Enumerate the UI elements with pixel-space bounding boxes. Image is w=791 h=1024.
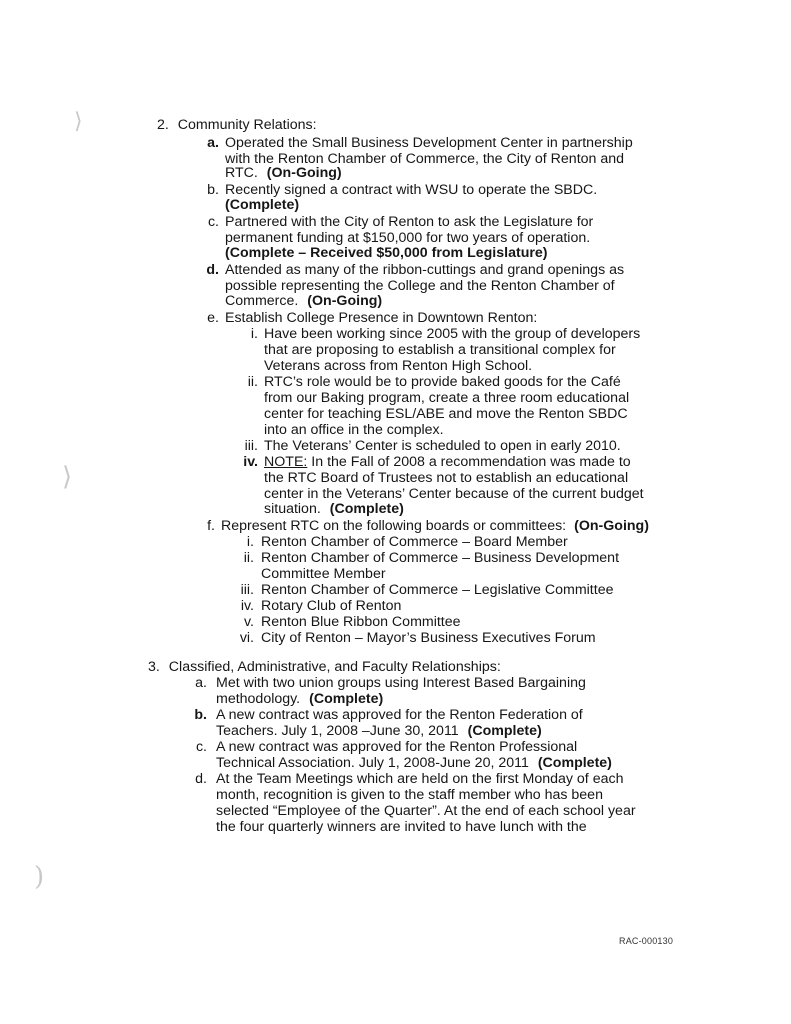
section-2-title: Community Relations: [177, 117, 317, 133]
subitem-marker: iii. [244, 438, 258, 454]
status-label: (Complete) [309, 691, 384, 707]
committee-item: Rotary Club of Renton [261, 598, 402, 614]
committee-item: Renton Chamber of Commerce – Board Member [261, 534, 568, 550]
item-2e-title: Establish College Presence in Downtown Renton: [225, 310, 538, 326]
subitem-marker: ii. [243, 550, 254, 566]
item-marker: c. [195, 739, 207, 755]
item-marker: b. [207, 182, 219, 198]
item-marker: d. [206, 262, 219, 278]
item-2a-line: RTC. [225, 165, 258, 181]
subitem-line: center in the Veterans’ Center because of the current budget [264, 486, 644, 502]
item-2d-line: Commerce. [225, 293, 299, 309]
item-3b-line: Teachers. July 1, 2008 –June 30, 2011 [216, 723, 459, 739]
section-3-heading [148, 660, 501, 676]
status-label: (Complete) [225, 197, 300, 213]
committee-item: Committee Member [261, 566, 386, 582]
item-3a-line: methodology. [216, 691, 301, 707]
item-marker: a. [207, 135, 219, 151]
item-3d-line: the four quarterly winners are invited to have lunch with the [216, 819, 587, 835]
subitem-marker: ii. [247, 374, 258, 390]
committee-item: Renton Blue Ribbon Committee [261, 614, 461, 630]
subitem-line: Veterans across from Renton High School. [264, 358, 533, 374]
subitem-line: RTC’s role would be to provide baked goods for the Café [264, 374, 621, 390]
item-3d-line: At the Team Meetings which are held on the first Monday of each [216, 771, 624, 787]
subitem-line: from our Baking program, create a three room educational [264, 390, 630, 406]
scan-mark: ⟩ [62, 462, 73, 492]
scan-mark: ) [34, 862, 45, 892]
item-2c-line: Partnered with the City of Renton to ask the Legislature for [225, 214, 594, 230]
status-label: (On-Going) [574, 518, 649, 534]
status-label: (Complete) [537, 755, 612, 771]
status-label: (Complete) [329, 501, 404, 517]
subitem-marker: i. [246, 534, 254, 550]
subitem-marker: iii. [240, 582, 254, 598]
committee-item: Renton Chamber of Commerce – Business Development [261, 550, 620, 566]
item-2f-title: Represent RTC on the following boards or committees: [221, 518, 567, 534]
subitem-line: into an office in the complex. [264, 422, 444, 438]
committee-item: City of Renton – Mayor’s Business Executives Forum [261, 630, 596, 646]
item-marker: c. [207, 214, 219, 230]
section-2-number: 2. [157, 117, 169, 133]
section-3-number: 3. [148, 659, 160, 675]
item-3b-line: A new contract was approved for the Renton Federation of [216, 707, 583, 723]
bates-number: RAC-000130 [619, 936, 674, 946]
subitem-marker: iv. [243, 454, 258, 470]
subitem-line: In the Fall of 2008 a recommendation was made to [307, 454, 631, 470]
status-label: (Complete – Received $50,000 from Legislature) [225, 245, 548, 261]
subitem-line: The Veterans’ Center is scheduled to open in early 2010. [264, 438, 621, 454]
item-marker: d. [195, 771, 207, 787]
item-2d-line: possible representing the College and the Renton Chamber of [225, 278, 615, 294]
item-marker: f. [207, 518, 215, 534]
note-label: NOTE: [264, 454, 308, 470]
item-3c-line: Technical Association. July 1, 2008-June 20, 2011 [216, 755, 529, 771]
item-3d-line: month, recognition is given to the staff member who has been [216, 787, 603, 803]
item-2a-line: Operated the Small Business Development Center in partnership [225, 135, 633, 151]
item-3d-line: selected “Employee of the Quarter”. At the end of each school year [216, 803, 636, 819]
item-3c-line: A new contract was approved for the Renton Professional [216, 739, 578, 755]
subitem-marker: iv. [240, 598, 254, 614]
section-2-heading [157, 118, 317, 134]
committee-item: Renton Chamber of Commerce – Legislative Committee [261, 582, 614, 598]
item-2d-line: Attended as many of the ribbon-cuttings and grand openings as [225, 262, 625, 278]
subitem-line: Have been working since 2005 with the group of developers [264, 326, 641, 342]
item-2b-line: Recently signed a contract with WSU to operate the SBDC. [225, 182, 598, 198]
subitem-marker: vi. [239, 630, 254, 646]
item-marker: a. [195, 675, 207, 691]
status-label: (Complete) [467, 723, 542, 739]
status-label: (On-Going) [266, 165, 342, 181]
item-3a-line: Met with two union groups using Interest Based Bargaining [216, 675, 586, 691]
item-2c-line: permanent funding at $150,000 for two years of operation. [225, 230, 591, 246]
scan-mark: ⟩ [74, 109, 83, 134]
subitem-line: that are proposing to establish a transitional complex for [264, 342, 616, 358]
subitem-marker: i. [250, 326, 258, 342]
subitem-line: situation. [264, 501, 321, 517]
status-label: (On-Going) [307, 293, 383, 309]
item-2a-line: with the Renton Chamber of Commerce, the City of Renton and [225, 151, 625, 167]
subitem-line: center for teaching ESL/ABE and move the Renton SBDC [264, 406, 628, 422]
item-marker: b. [194, 707, 207, 723]
subitem-line: the RTC Board of Trustees not to establish an educational [264, 470, 629, 486]
subitem-marker: v. [244, 614, 254, 630]
section-3-title: Classified, Administrative, and Faculty Relationships: [168, 659, 501, 675]
item-marker: e. [207, 310, 219, 326]
